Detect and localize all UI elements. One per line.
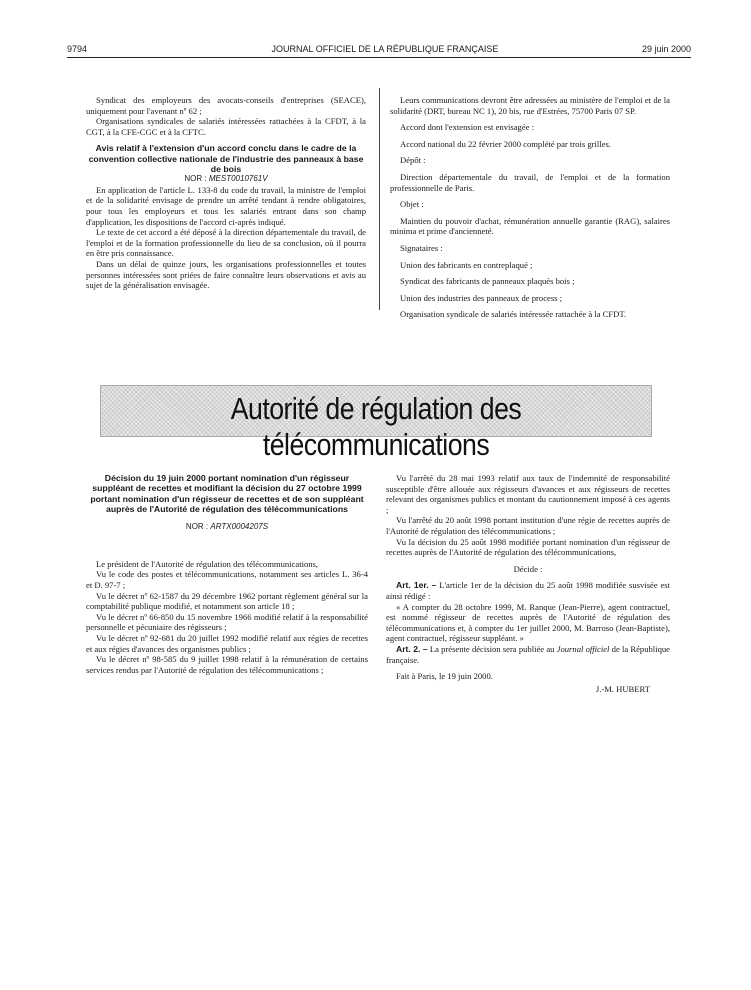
- paragraph: Leurs communications devront être adressées au ministère de l'emploi et de la solidarité (DRT, bureau NC 1), 20 bis, rue d'Estrées, 75700 Paris 07 SP.: [390, 95, 670, 116]
- paragraph: Dans un délai de quinze jours, les organisations professionnelles et toutes personnes intéressées sont priées de faire connaître leurs observations et avis au sujet de la généralisation envisagée.: [86, 259, 366, 291]
- nor-reference: NOR : ARTX0004207S: [185, 522, 269, 532]
- paragraph: Vu le décret nº 98-585 du 9 juillet 1998 relatif à la rémunération de certains services rendus par l'Autorité de régulation des télécommunications ;: [86, 654, 368, 675]
- notice-title: Avis relatif à l'extension d'un accord conclu dans le cadre de la convention collective nationale de l'industrie des panneaux à base de bois: [88, 143, 364, 174]
- bottom-right-column: [386, 473, 670, 694]
- signature: J.-M. HUBERT: [595, 683, 650, 694]
- paragraph: Vu la décision du 25 août 1998 modifiée portant nomination d'un régisseur de recettes auprès de l'Autorité de régulation des télécommunications,: [386, 536, 670, 558]
- header-rule: [67, 57, 691, 58]
- paragraph: Vu le décret nº 62-1587 du 29 décembre 1962 portant règlement général sur la comptabilité publique modifié, et notamment son article 18 ;: [86, 590, 368, 612]
- paragraph: En application de l'article L. 133-8 du code du travail, la ministre de l'emploi et de la solidarité envisage de prendre un arrêté tendant à rendre obligatoires, pour tous les employeurs et tous les salariés entrant dans son champ d'application, les dispositions de l'accord ci-après indiqué.: [86, 184, 366, 227]
- nor-reference: NOR : MEST0010761V: [184, 174, 268, 184]
- section-heading: Signataires :: [400, 242, 443, 253]
- decision-title: Décision du 19 juin 2000 portant nomination d'un régisseur suppléant de recettes et modifiant la décision du 27 octobre 1999 portant nomination d'un régisseur de recettes et de son suppléant auprès de l'Autorité de régulation des télécommunications: [90, 473, 364, 514]
- top-right-column: [390, 95, 670, 320]
- issue-date: 29 juin 2000: [641, 44, 691, 54]
- section-heading: Objet :: [400, 199, 424, 210]
- paragraph: Organisations syndicales de salariés intéressées rattachées à la CFDT, à la CGT, à la CFE-CGC et à la CFTC.: [86, 116, 366, 137]
- paragraph: Vu le code des postes et télécommunications, notamment ses articles L. 36-4 et D. 97-7 ;: [86, 569, 368, 590]
- page-number: 9794: [67, 44, 88, 54]
- paragraph: Le texte de cet accord a été déposé à la direction départementale du travail, de l'emploi et de la formation professionnelle du lieu de sa conclusion, où il pourra en être pris connaissance.: [86, 227, 366, 259]
- paragraph: Vu l'arrêté du 20 août 1998 portant institution d'une régie de recettes auprès de l'Autorité de régulation des télécommunications ;: [386, 515, 670, 536]
- article-1: Art. 1er. – L'article 1er de la décision du 25 août 1998 modifiée susvisée est ainsi rédigé :: [386, 580, 670, 601]
- signatory-item: Union des industries des panneaux de process ;: [400, 292, 563, 303]
- paragraph: Vu l'arrêté du 28 mai 1993 relatif aux taux de l'indemnité de responsabilité susceptible d'être allouée aux régisseurs d'avances et aux régisseurs de recettes relevant des organismes publics et montant du cautionnement imposé à ces agents ;: [386, 473, 670, 515]
- section-heading: Accord dont l'extension est envisagée :: [400, 122, 534, 133]
- signatory-item: Syndicat des fabricants de panneaux plaqués bois ;: [400, 276, 575, 287]
- paragraph: Maintien du pouvoir d'achat, rémunération annuelle garantie (RAG), salaires minima et prime d'ancienneté.: [390, 215, 670, 237]
- section-banner: [100, 385, 652, 462]
- signatory-item: Union des fabricants en contreplaqué ;: [400, 259, 533, 270]
- decide-heading: Décide :: [513, 563, 543, 574]
- signing-place-date: Fait à Paris, le 19 juin 2000.: [396, 671, 493, 682]
- paragraph: Accord national du 22 février 2000 complété par trois grilles.: [400, 138, 611, 149]
- signatory-item: Organisation syndicale de salariés intéressée rattachée à la CFDT.: [400, 309, 627, 320]
- section-heading: Dépôt :: [400, 155, 426, 166]
- paragraph: Direction départementale du travail, de l'emploi et de la formation professionnelle de Paris.: [390, 171, 670, 193]
- paragraph: Vu le décret nº 66-850 du 15 novembre 1966 modifié relatif à la responsabilité personnelle et pécuniaire des régisseurs ;: [86, 611, 368, 633]
- paragraph: Le président de l'Autorité de régulation des télécommunications,: [96, 558, 319, 569]
- column-divider: [379, 88, 380, 310]
- quoted-text: « A compter du 28 octobre 1999, M. Ranque (Jean-Pierre), agent contractuel, est nommé régisseur de recettes auprès de l'Autorité de régulation des télécommunications et, à compter du 1er juillet 2000, M. Barroso (Jean-Baptiste), agent contractuel, régisseur suppléant. »: [386, 601, 670, 644]
- paragraph: Syndicat des employeurs des avocats-conseils d'entreprises (SEACE), uniquement pour l'avenant nº 62 ;: [86, 95, 366, 116]
- bottom-left-column: [86, 473, 368, 675]
- paragraph: Vu le décret nº 92-681 du 20 juillet 1992 modifié relatif aux régies de recettes et aux régies d'avances des organismes publics ;: [86, 632, 368, 654]
- article-2: Art. 2. – La présente décision sera publiée au Journal officiel de la République française.: [386, 643, 670, 665]
- banner-title: Autorité de régulation des télécommunications: [230, 391, 522, 462]
- top-left-column: [86, 95, 366, 291]
- journal-title: JOURNAL OFFICIEL DE LA RÉPUBLIQUE FRANÇAISE: [271, 44, 499, 54]
